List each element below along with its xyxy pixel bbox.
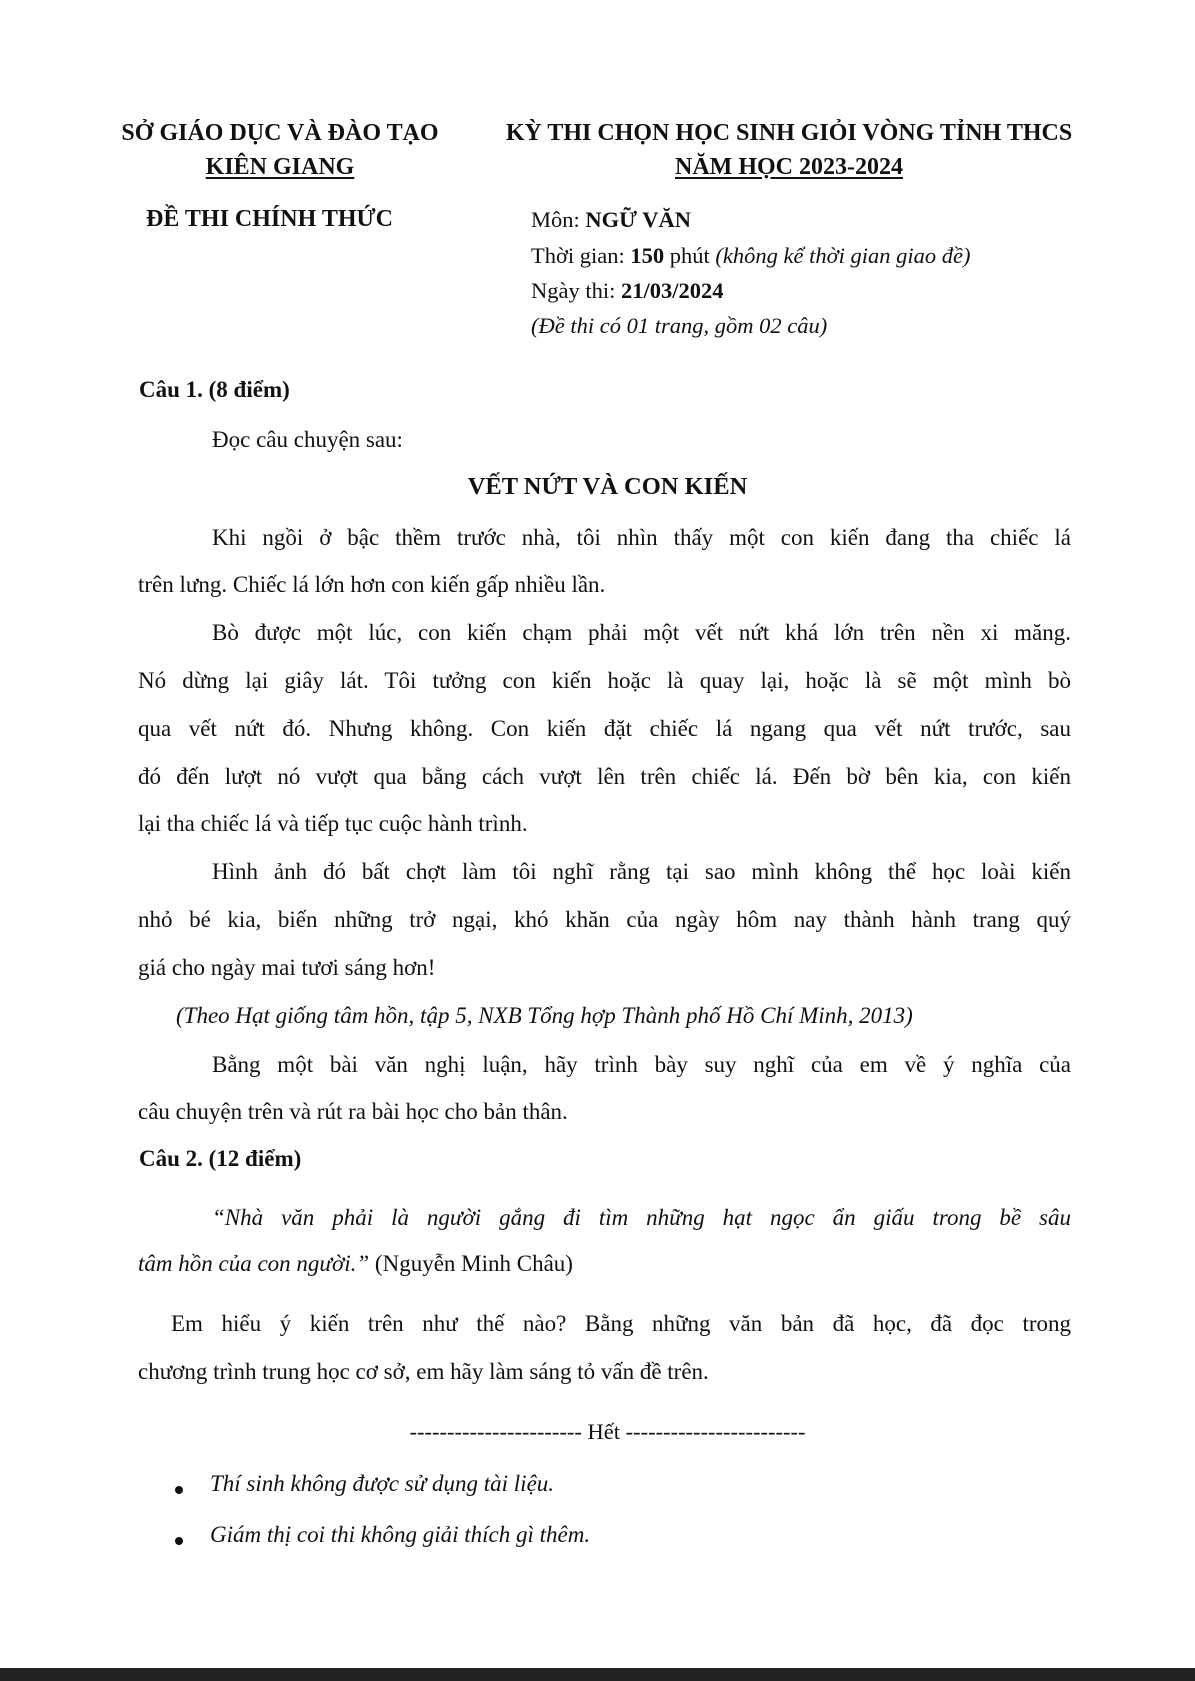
question1-heading xyxy=(139,377,290,403)
quote-line2 xyxy=(138,1251,573,1277)
time-unit: phút xyxy=(664,243,716,268)
scan-edge-bar xyxy=(0,1668,1195,1681)
bullet-icon xyxy=(175,1537,183,1545)
story-line-text: nhỏ bé kia, biến những trở ngại, khó khăn của ngày hôm nay thành hành trang quý xyxy=(138,907,1071,932)
department-name xyxy=(100,120,460,147)
subject-label: Môn: xyxy=(531,207,586,232)
quote-author: (Nguyễn Minh Châu) xyxy=(369,1251,573,1276)
date-label: Ngày thi: xyxy=(531,278,621,303)
story-line xyxy=(138,955,435,981)
story-line xyxy=(212,525,1071,551)
exam-title xyxy=(478,120,1100,147)
story-line xyxy=(138,716,1071,742)
story-source-text: (Theo Hạt giống tâm hồn, tập 5, NXB Tổng hợp Thành phố Hồ Chí Minh, 2013) xyxy=(176,1003,913,1028)
story-line-text: Hình ảnh đó bất chợt làm tôi nghĩ rằng tại sao mình không thể học loài kiến xyxy=(212,859,1071,884)
question1-intro xyxy=(212,427,403,453)
time-note: (không kể thời gian giao đề) xyxy=(715,243,971,268)
story-line xyxy=(138,907,1071,933)
exam-title-line1: KỲ THI CHỌN HỌC SINH GIỎI VÒNG TỈNH THCS xyxy=(505,120,1073,146)
story-line-text: Bò được một lúc, con kiến chạm phải một vết nứt khá lớn trên nền xi măng. xyxy=(212,620,1071,645)
story-line xyxy=(138,572,605,598)
time-line xyxy=(531,243,970,269)
question2-heading xyxy=(139,1146,301,1172)
note-text: Thí sinh không được sử dụng tài liệu. xyxy=(210,1471,555,1496)
time-label: Thời gian: xyxy=(531,243,631,268)
official-exam-text: ĐỀ THI CHÍNH THỨC xyxy=(146,206,393,232)
note-item xyxy=(210,1522,590,1548)
official-exam-label xyxy=(146,206,393,233)
question2-task-line2 xyxy=(138,1359,709,1385)
note-text: Giám thị coi thi không giải thích gì thêm. xyxy=(210,1522,591,1547)
story-line-text: giá cho ngày mai tươi sáng hơn! xyxy=(138,955,436,980)
end-marker-text: ----------------------- Hết ------------------------ xyxy=(409,1419,806,1444)
story-title-text: VẾT NỨT VÀ CON KIẾN xyxy=(467,473,748,500)
story-title xyxy=(140,473,1075,501)
story-line xyxy=(212,620,1071,646)
question1-task-text: câu chuyện trên và rút ra bài học cho bản thân. xyxy=(138,1099,568,1124)
quote-line1 xyxy=(212,1205,1071,1231)
bullet-icon xyxy=(175,1486,183,1494)
pages-note-text: (Đề thi có 01 trang, gồm 02 câu) xyxy=(531,313,828,338)
department-line1: SỞ GIÁO DỤC VÀ ĐÀO TẠO xyxy=(121,120,439,146)
question1-task-line1 xyxy=(212,1052,1071,1078)
story-line-text: lại tha chiếc lá và tiếp tục cuộc hành trình. xyxy=(138,811,528,836)
question2-task-text: Em hiểu ý kiến trên như thế nào? Bằng những văn bản đã học, đã đọc trong xyxy=(171,1311,1071,1336)
story-line xyxy=(138,764,1071,790)
date-value: 21/03/2024 xyxy=(621,278,724,303)
story-line-text: trên lưng. Chiếc lá lớn hơn con kiến gấp nhiều lần. xyxy=(138,572,606,597)
quote-text: “Nhà văn phải là người gắng đi tìm những hạt ngọc ẩn giấu trong bề sâu xyxy=(212,1205,1071,1230)
subject-line xyxy=(531,207,691,233)
question2-task-line1 xyxy=(171,1311,1071,1337)
story-line xyxy=(138,811,528,837)
quote-text: tâm hồn của con người.” xyxy=(138,1251,370,1276)
school-year xyxy=(478,154,1100,181)
subject-value: NGỮ VĂN xyxy=(585,207,692,232)
question1-heading-text: Câu 1. (8 điểm) xyxy=(139,377,290,402)
note-item xyxy=(210,1471,554,1497)
province-name xyxy=(100,154,460,181)
question1-intro-text: Đọc câu chuyện sau: xyxy=(212,427,403,452)
story-line xyxy=(138,668,1071,694)
story-line-text: qua vết nứt đó. Nhưng không. Con kiến đặt chiếc lá ngang qua vết nứt trước, sau xyxy=(138,716,1071,741)
date-line xyxy=(531,278,724,304)
school-year-line: NĂM HỌC 2023-2024 xyxy=(675,154,903,180)
question1-task-line2 xyxy=(138,1099,568,1125)
story-source xyxy=(176,1003,913,1029)
story-line-text: Nó dừng lại giây lát. Tôi tưởng con kiến hoặc là quay lại, hoặc là sẽ một mình bò xyxy=(138,668,1071,693)
pages-note xyxy=(531,313,827,339)
department-line2: KIÊN GIANG xyxy=(205,154,355,180)
question2-heading-text: Câu 2. (12 điểm) xyxy=(139,1146,302,1171)
story-line-text: Khi ngồi ở bậc thềm trước nhà, tôi nhìn thấy một con kiến đang tha chiếc lá xyxy=(212,525,1071,550)
question1-task-text: Bằng một bài văn nghị luận, hãy trình bày suy nghĩ của em về ý nghĩa của xyxy=(212,1052,1071,1077)
story-line xyxy=(212,859,1071,885)
story-line-text: đó đến lượt nó vượt qua bằng cách vượt lên trên chiếc lá. Đến bờ bên kia, con kiến xyxy=(138,764,1071,789)
question2-task-text: chương trình trung học cơ sở, em hãy làm sáng tỏ vấn đề trên. xyxy=(138,1359,709,1384)
end-marker xyxy=(140,1419,1075,1445)
time-value: 150 xyxy=(630,243,665,268)
